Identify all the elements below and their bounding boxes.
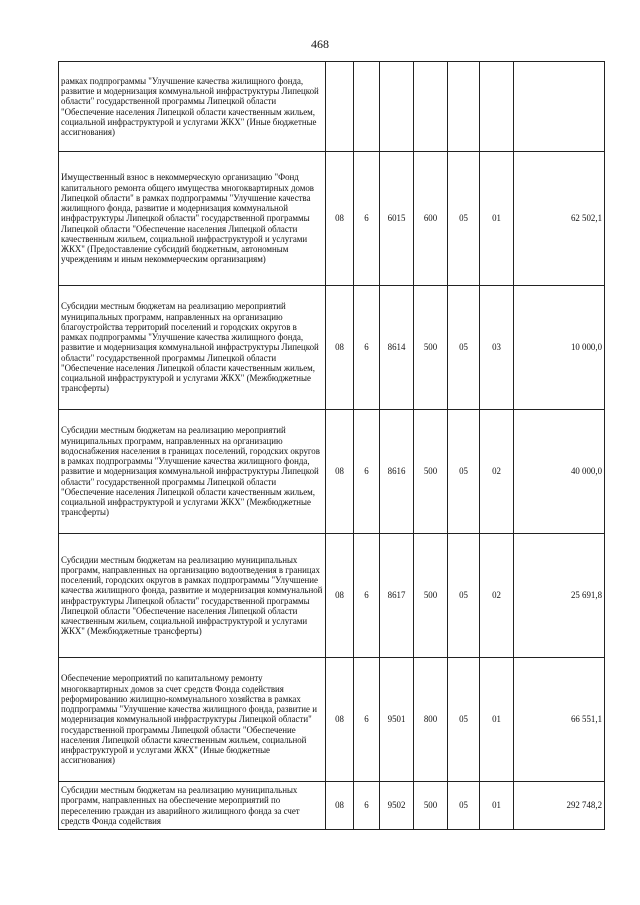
row-description: Субсидии местным бюджетам на реализацию мероприятий муниципальных программ, направленных на организацию благоустройства территорий поселений и городских округов в рамках подпрограммы "Улучшение качества жилищного фонда, развитие и модернизация коммунальной инфраструктуры Липецкой области" государственной программы Липецкой области "Обеспечение населения Липецкой области качественным жильем, социальной инфраструктурой и услугами ЖКХ" (Межбюджетные трансферты): [59, 286, 326, 410]
table-row: [59, 658, 605, 782]
row-description: Обеспечение мероприятий по капитальному ремонту многоквартирных домов за счет средств Фонда содействия реформированию жилищно-коммунального хозяйства в рамках подпрограммы "Улучшение качества жилищного фонда, развитие и модернизация коммунальной инфраструктуры Липецкой области" государственной программы Липецкой области "Обеспечение населения Липецкой области качественным жильем, социальной инфраструктурой и услугами ЖКХ" (Иные бюджетные ассигнования): [59, 658, 326, 782]
cell-code-4: 600: [414, 152, 448, 286]
row-description: рамках подпрограммы "Улучшение качества жилищного фонда, развитие и модернизация коммунальной инфраструктуры Липецкой области" государственной программы Липецкой области "Обеспечение населения Липецкой области качественным жильем, социальной инфраструктурой и услугами ЖКХ" (Иные бюджетные ассигнования): [59, 62, 326, 152]
cell-code-3: 9502: [380, 782, 414, 830]
cell-code-5: 05: [448, 534, 480, 658]
table-row: [59, 62, 605, 152]
cell-code-2: 6: [354, 410, 380, 534]
row-description: Субсидии местным бюджетам на реализацию муниципальных программ, направленных на обеспечение мероприятий по переселению граждан из аварийного жилищного фонда за счет средств Фонда содействия: [59, 782, 326, 830]
cell-code-1: 08: [326, 286, 354, 410]
cell-amount: 10 000,0: [514, 286, 605, 410]
row-description: Субсидии местным бюджетам на реализацию муниципальных программ, направленных на организацию водоотведения в границах поселений, городских округов в рамках подпрограммы "Улучшение качества жилищного фонда, развитие и модернизация коммунальной инфраструктуры Липецкой области" государственной программы Липецкой области "Обеспечение населения Липецкой области качественным жильем, социальной инфраструктурой и услугами ЖКХ" (Межбюджетные трансферты): [59, 534, 326, 658]
cell-code-1: 08: [326, 534, 354, 658]
table-row: [59, 782, 605, 830]
cell-code-3: 8616: [380, 410, 414, 534]
cell-amount: 66 551,1: [514, 658, 605, 782]
cell-code-6: 01: [480, 782, 514, 830]
cell-code-2: 6: [354, 782, 380, 830]
cell-code-1: 08: [326, 658, 354, 782]
cell-code-4: 500: [414, 410, 448, 534]
cell-code-5: 05: [448, 286, 480, 410]
cell-code-6: 02: [480, 534, 514, 658]
table-row: [59, 152, 605, 286]
cell-code-3: [380, 62, 414, 152]
cell-amount: 40 000,0: [514, 410, 605, 534]
table-row: [59, 410, 605, 534]
cell-code-2: 6: [354, 152, 380, 286]
table-row: [59, 534, 605, 658]
table-row: [59, 286, 605, 410]
cell-code-6: [480, 62, 514, 152]
cell-amount: 292 748,2: [514, 782, 605, 830]
cell-code-2: 6: [354, 534, 380, 658]
row-description: Субсидии местным бюджетам на реализацию мероприятий муниципальных программ, направленных на организацию водоснабжения населения в границах поселений, городских округов в рамках подпрограммы "Улучшение качества жилищного фонда, развитие и модернизация коммунальной инфраструктуры Липецкой области" государственной программы Липецкой области "Обеспечение населения Липецкой области качественным жильем, социальной инфраструктурой и услугами ЖКХ" (Межбюджетные трансферты): [59, 410, 326, 534]
budget-table: [58, 61, 605, 830]
cell-code-5: [448, 62, 480, 152]
cell-code-5: 05: [448, 782, 480, 830]
cell-code-3: 8617: [380, 534, 414, 658]
cell-code-1: 08: [326, 410, 354, 534]
cell-code-6: 01: [480, 152, 514, 286]
cell-amount: [514, 62, 605, 152]
cell-code-4: 500: [414, 782, 448, 830]
cell-code-3: 8614: [380, 286, 414, 410]
cell-code-4: 500: [414, 286, 448, 410]
cell-code-3: 6015: [380, 152, 414, 286]
cell-code-5: 05: [448, 152, 480, 286]
cell-code-2: 6: [354, 658, 380, 782]
cell-amount: 25 691,8: [514, 534, 605, 658]
row-description: Имущественный взнос в некоммерческую организацию "Фонд капитального ремонта общего имущества многоквартирных домов Липецкой области" в рамках подпрограммы "Улучшение качества жилищного фонда, развитие и модернизация коммунальной инфраструктуры Липецкой области" государственной программы Липецкой области "Обеспечение населения Липецкой области качественным жильем, социальной инфраструктурой и услугами ЖКХ" (Предоставление субсидий бюджетным, автономным учреждениям и иным некоммерческим организациям): [59, 152, 326, 286]
cell-code-4: 500: [414, 534, 448, 658]
cell-code-6: 01: [480, 658, 514, 782]
cell-amount: 62 502,1: [514, 152, 605, 286]
cell-code-1: 08: [326, 782, 354, 830]
cell-code-2: 6: [354, 286, 380, 410]
cell-code-5: 05: [448, 658, 480, 782]
cell-code-5: 05: [448, 410, 480, 534]
cell-code-6: 02: [480, 410, 514, 534]
cell-code-4: 800: [414, 658, 448, 782]
cell-code-1: [326, 62, 354, 152]
cell-code-2: [354, 62, 380, 152]
cell-code-3: 9501: [380, 658, 414, 782]
cell-code-4: [414, 62, 448, 152]
page-number: 468: [311, 37, 329, 51]
cell-code-6: 03: [480, 286, 514, 410]
cell-code-1: 08: [326, 152, 354, 286]
